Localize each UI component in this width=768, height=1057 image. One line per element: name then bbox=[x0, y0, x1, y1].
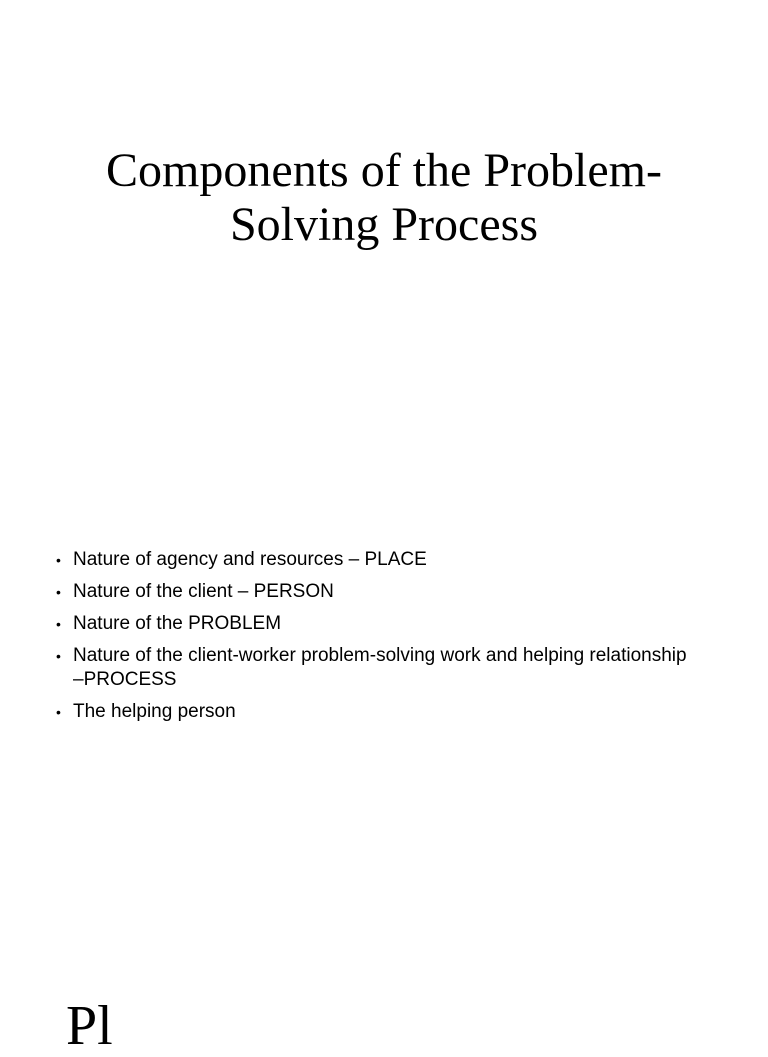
slide-title bbox=[40, 144, 728, 252]
slide-title-line-1: Components of the Problem- bbox=[106, 144, 662, 198]
bullet-item bbox=[56, 644, 696, 692]
bullet-icon: • bbox=[56, 648, 61, 664]
bullet-text: Nature of agency and resources – PLACE bbox=[73, 549, 427, 570]
bullet-text: Nature of the client – PERSON bbox=[73, 581, 334, 602]
bullet-icon: • bbox=[56, 584, 61, 600]
slide-title-line-2: Solving Process bbox=[229, 198, 538, 252]
bullet-item bbox=[56, 580, 696, 604]
bullet-text: Nature of the PROBLEM bbox=[73, 613, 282, 634]
next-slide-title-partial: Pl bbox=[66, 995, 113, 1057]
bullet-icon: • bbox=[56, 552, 61, 568]
bullet-text: The helping person bbox=[73, 701, 236, 722]
bullet-item bbox=[56, 700, 696, 724]
bullet-list bbox=[56, 548, 696, 732]
bullet-item bbox=[56, 612, 696, 636]
bullet-icon: • bbox=[56, 616, 61, 632]
bullet-icon: • bbox=[56, 704, 61, 720]
bullet-item bbox=[56, 548, 696, 572]
bullet-text: Nature of the client-worker problem-solving work and helping relationship –PROCESS bbox=[73, 645, 687, 690]
